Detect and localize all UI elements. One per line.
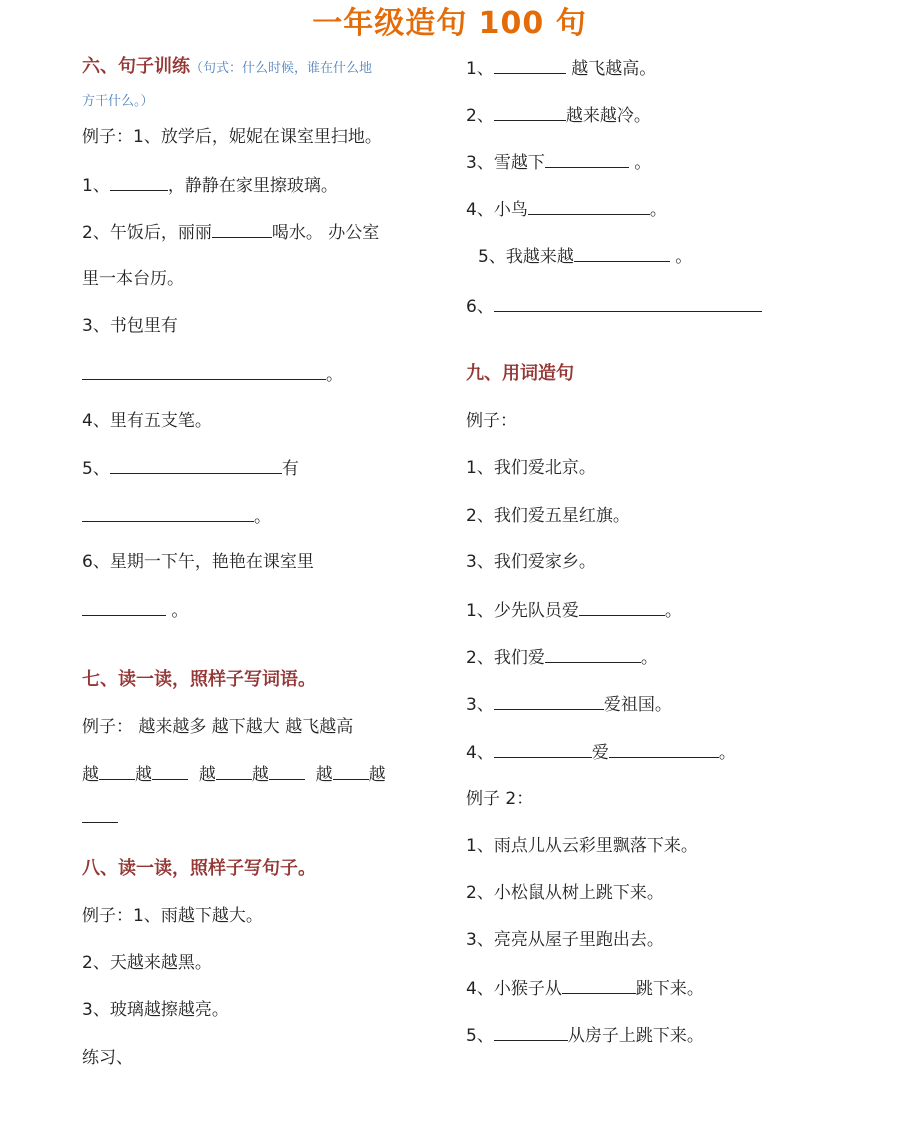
blank[interactable]: [494, 693, 604, 710]
s6-question-5-answer: 。: [82, 505, 271, 528]
section-7-heading: 七、读一读，照样子写词语。: [82, 669, 316, 690]
s9-question-f5: 5、 从房子上跳下来。: [466, 1026, 704, 1046]
blank[interactable]: [152, 763, 188, 780]
blank[interactable]: [528, 198, 650, 215]
section-8-example-3: 3、玻璃越擦越亮。: [82, 1000, 229, 1020]
section-9-example: 例子：: [466, 411, 517, 431]
s6-question-5: 5、 有: [82, 459, 299, 479]
section-9-f2: 2、小松鼠从树上跳下来。: [466, 883, 664, 903]
blank[interactable]: [494, 1024, 568, 1041]
s6-question-2: 2、午饭后，丽丽 喝水。 办公室: [82, 223, 380, 243]
r-question-6: 6、: [466, 295, 762, 318]
blank[interactable]: [99, 763, 135, 780]
section-9-heading: 九、用词造句: [466, 363, 574, 384]
blank[interactable]: [82, 599, 166, 616]
section-8-example-2: 2、天越来越黑。: [82, 953, 212, 973]
blank[interactable]: [545, 646, 641, 663]
blank[interactable]: [82, 505, 254, 522]
section-7-blanks-cont: [82, 806, 118, 829]
blank[interactable]: [82, 806, 118, 823]
blank[interactable]: [212, 221, 272, 238]
blank[interactable]: [545, 151, 629, 168]
section-9-example-2-label: 例子 2：: [466, 789, 534, 809]
s9-question-4: 4、 爱 。: [466, 743, 736, 763]
section-6-example: 例子：1、放学后，妮妮在课室里扫地。: [82, 127, 382, 147]
s9-question-1: 1、少先队员爱 。: [466, 601, 682, 621]
section-8-example-1: 例子：1、雨越下越大。: [82, 906, 263, 926]
r-question-5: 5、我越来越 。: [478, 247, 693, 267]
section-6-hint-cont: 方干什么。）: [82, 94, 154, 109]
blank[interactable]: [269, 763, 305, 780]
section-7-blanks: 越 越 越 越 越 越: [82, 765, 386, 785]
r-question-4: 4、小鸟 。: [466, 200, 667, 220]
blank[interactable]: [579, 599, 665, 616]
blank[interactable]: [574, 245, 670, 262]
blank[interactable]: [494, 104, 566, 121]
blank[interactable]: [494, 295, 762, 312]
blank[interactable]: [494, 741, 592, 758]
s9-question-f4: 4、小猴子从 跳下来。: [466, 979, 704, 999]
blank[interactable]: [216, 763, 252, 780]
page-title: 一年级造句 100 句: [312, 6, 587, 41]
section-8-practice: 练习、: [82, 1048, 133, 1068]
s9-question-2: 2、我们爱 。: [466, 648, 658, 668]
section-7-example: 例子： 越来越多 越下越大 越飞越高: [82, 717, 354, 737]
section-9-example-1: 1、我们爱北京。: [466, 458, 596, 478]
s6-question-4: 4、里有五支笔。: [82, 411, 212, 431]
s9-question-3: 3、 爱祖国。: [466, 695, 672, 715]
r-question-2: 2、 越来越冷。: [466, 106, 651, 126]
blank[interactable]: [609, 741, 719, 758]
blank[interactable]: [82, 363, 326, 380]
s6-question-3-answer: 。: [82, 363, 343, 386]
section-6-hint: （句式：什么时候，谁在什么地: [190, 61, 373, 76]
section-9-example-2: 2、我们爱五星红旗。: [466, 506, 630, 526]
blank[interactable]: [562, 977, 636, 994]
s6-question-3: 3、书包里有: [82, 316, 178, 336]
blank[interactable]: [333, 763, 369, 780]
section-9-f1: 1、雨点儿从云彩里飘落下来。: [466, 836, 698, 856]
section-9-example-3: 3、我们爱家乡。: [466, 552, 596, 572]
r-question-3: 3、雪越下 。: [466, 153, 652, 173]
blank[interactable]: [110, 174, 168, 191]
section-9-f3: 3、亮亮从屋子里跑出去。: [466, 930, 664, 950]
section-6-heading: 六、句子训练（句式：什么时候，谁在什么地: [82, 56, 373, 77]
blank[interactable]: [110, 457, 282, 474]
s6-question-2-cont: 里一本台历。: [82, 269, 184, 289]
s6-question-1: 1、 ，静静在家里擦玻璃。: [82, 176, 338, 196]
s6-question-6-answer: 。: [82, 599, 188, 622]
r-question-1: 1、 越飞越高。: [466, 59, 657, 79]
section-8-heading: 八、读一读，照样子写句子。: [82, 858, 316, 879]
s6-question-6: 6、星期一下午，艳艳在课室里: [82, 552, 314, 572]
blank[interactable]: [494, 57, 566, 74]
